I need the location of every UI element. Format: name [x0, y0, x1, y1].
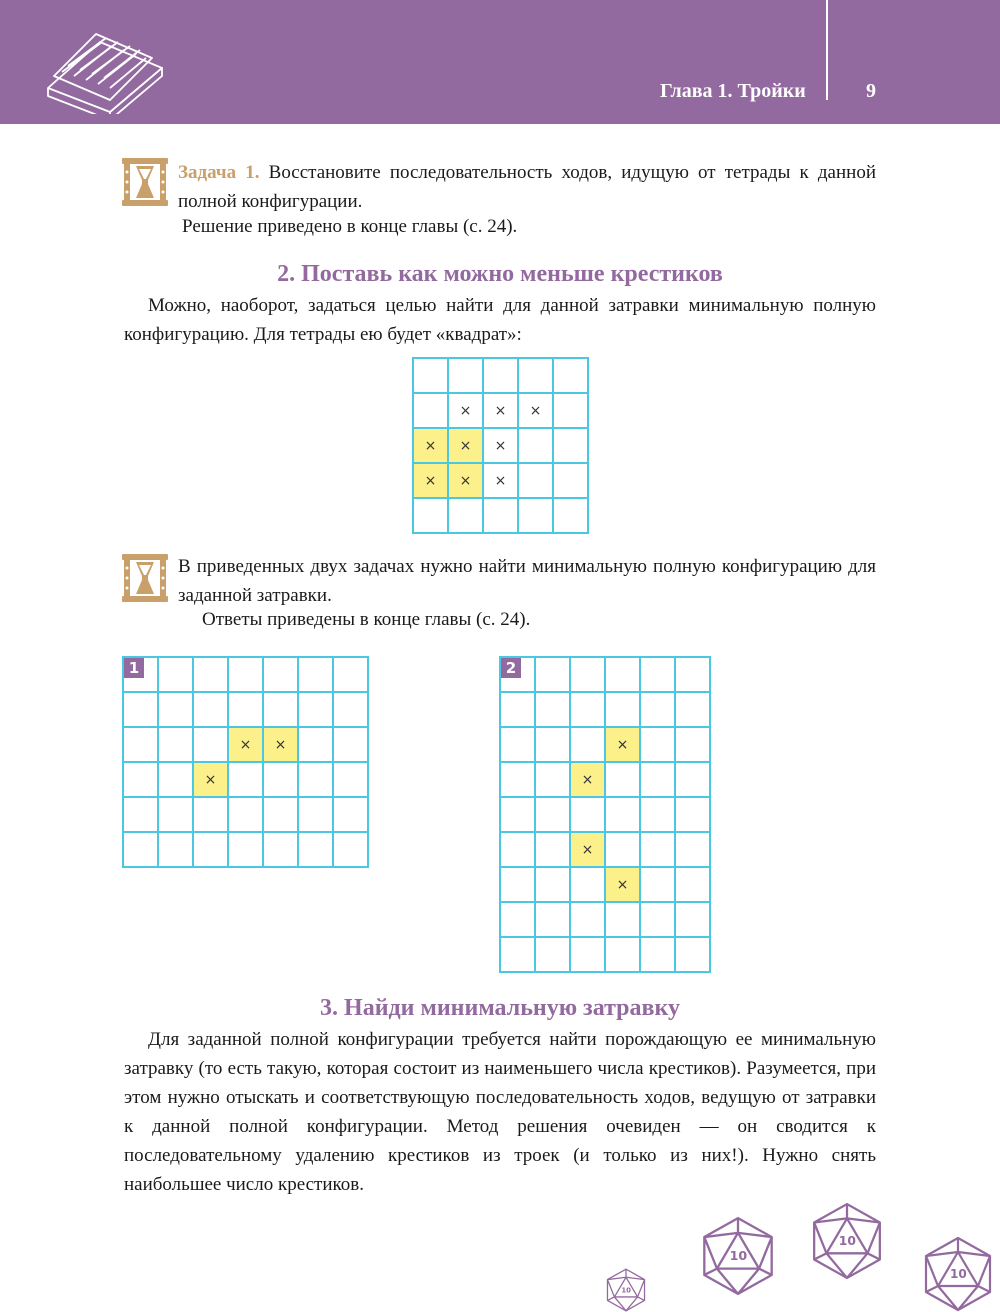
grid-cell — [518, 463, 553, 498]
grid-cell — [535, 762, 570, 797]
grid-cell — [570, 797, 605, 832]
grid-cell — [158, 727, 193, 762]
task-1-text: Восстановите последовательность ходов, идущую от тетрады к данной полной конфигурации. — [178, 162, 876, 212]
grid-cell — [675, 727, 710, 762]
grid-cell — [640, 797, 675, 832]
grid-cell — [448, 358, 483, 393]
grid-row — [123, 762, 368, 797]
section-2-intro: Можно, наоборот, задаться целью найти для данной затравки минимальную полную конфигурацию. Для тетрады ею будет «квадрат»: — [124, 295, 876, 345]
hourglass-icon — [122, 554, 168, 602]
grid-cell — [535, 727, 570, 762]
grid-cell — [605, 762, 640, 797]
grid-cell — [298, 657, 333, 692]
grid-row — [500, 657, 710, 692]
header-divider — [826, 0, 828, 100]
grid-cell — [448, 498, 483, 533]
grid-row — [123, 657, 368, 692]
grid-row — [123, 832, 368, 867]
grid-cell — [228, 657, 263, 692]
grid-row — [500, 797, 710, 832]
grid-cell — [500, 937, 535, 972]
grid-cell — [570, 692, 605, 727]
grid-row — [413, 428, 588, 463]
page-number: 9 — [866, 80, 876, 102]
grid-cell-cross: × — [518, 393, 553, 428]
grid-cell — [333, 692, 368, 727]
grid-cell — [605, 657, 640, 692]
grid-cell — [228, 762, 263, 797]
grid-cell — [263, 832, 298, 867]
grid-cell-cross: × — [570, 762, 605, 797]
grid-cell — [640, 937, 675, 972]
grid-cell — [518, 428, 553, 463]
grid-cell — [640, 657, 675, 692]
grid-cell-cross: × — [448, 428, 483, 463]
grid-cell-cross: × — [570, 832, 605, 867]
svg-text:10: 10 — [621, 1286, 632, 1295]
grid-cell — [500, 762, 535, 797]
grid-cell — [675, 937, 710, 972]
grid-row — [123, 692, 368, 727]
grid-cell — [675, 832, 710, 867]
grid-cell — [158, 692, 193, 727]
grid-cell — [228, 692, 263, 727]
grid-cell — [605, 937, 640, 972]
grid-cell — [413, 393, 448, 428]
grid-cell — [675, 692, 710, 727]
grid-cell — [605, 692, 640, 727]
grid-cell — [553, 358, 588, 393]
grid-cell-cross: × — [605, 867, 640, 902]
grid-cell — [193, 797, 228, 832]
puzzle-number-badge: 1 — [124, 658, 144, 678]
grid-cell — [500, 832, 535, 867]
grid-row — [500, 762, 710, 797]
grid-cell — [193, 832, 228, 867]
grid-cell — [553, 428, 588, 463]
grid-cell-cross: × — [193, 762, 228, 797]
chapter-title: Глава 1. Тройки — [660, 80, 806, 102]
grid-cell — [158, 657, 193, 692]
grid-cell — [193, 692, 228, 727]
svg-text:10: 10 — [838, 1234, 856, 1249]
grid-cell — [535, 797, 570, 832]
grid-cell — [123, 692, 158, 727]
grid-cell — [640, 867, 675, 902]
grid-cell — [640, 902, 675, 937]
grid-cell-cross: × — [483, 428, 518, 463]
grid-cell — [535, 937, 570, 972]
grid-cell — [333, 657, 368, 692]
grid-cell-cross: × — [483, 393, 518, 428]
grid-cell-cross: × — [483, 463, 518, 498]
grid-cell — [675, 902, 710, 937]
grid-cell — [535, 902, 570, 937]
grid-cell — [605, 902, 640, 937]
grid-row — [500, 902, 710, 937]
dice-icon — [588, 1268, 664, 1312]
grid-row — [413, 463, 588, 498]
grid-cell — [263, 657, 298, 692]
grid-cell-cross: × — [605, 727, 640, 762]
grid-cell-cross: × — [413, 463, 448, 498]
grid-cell-cross: × — [228, 727, 263, 762]
grid-cell — [333, 797, 368, 832]
grid-cell — [518, 498, 553, 533]
grid-cell — [640, 727, 675, 762]
grid-cell — [193, 657, 228, 692]
grid-cell — [570, 937, 605, 972]
grid-cell — [123, 797, 158, 832]
grid-cell — [333, 762, 368, 797]
puzzle-2-grid — [499, 656, 711, 973]
backgammon-box-icon — [40, 14, 170, 114]
grid-row — [413, 498, 588, 533]
grid-row — [500, 832, 710, 867]
task-1-label: Задача 1. — [178, 162, 260, 183]
grid-cell — [333, 832, 368, 867]
grid-cell — [123, 657, 158, 692]
grid-cell — [553, 393, 588, 428]
grid-cell — [158, 762, 193, 797]
grid-cell — [298, 762, 333, 797]
grid-cell — [123, 762, 158, 797]
grid-cell — [500, 867, 535, 902]
grid-cell — [123, 832, 158, 867]
dice-icon — [920, 1236, 996, 1312]
grid-row — [500, 692, 710, 727]
grid-cell — [158, 797, 193, 832]
grid-cell — [675, 867, 710, 902]
grid-cell — [298, 692, 333, 727]
svg-text:10: 10 — [729, 1248, 748, 1264]
hourglass-icon — [122, 158, 168, 206]
grid-cell — [298, 797, 333, 832]
grid-row — [500, 867, 710, 902]
grid-cell — [228, 797, 263, 832]
grid-cell — [228, 832, 263, 867]
grid-cell — [640, 832, 675, 867]
grid-cell — [483, 358, 518, 393]
grid-cell — [570, 902, 605, 937]
task-1-statement — [178, 158, 876, 216]
section-3-title: 3. Найди минимальную затравку — [320, 995, 680, 1021]
puzzle-1-grid — [122, 656, 369, 868]
tasks-2-3-answers-note: Ответы приведены в конце главы (с. 24). — [202, 609, 531, 630]
grid-cell — [605, 797, 640, 832]
grid-cell — [535, 657, 570, 692]
svg-text:10: 10 — [950, 1267, 967, 1281]
grid-cell — [535, 832, 570, 867]
grid-row — [413, 393, 588, 428]
grid-cell — [298, 727, 333, 762]
grid-row — [123, 797, 368, 832]
grid-cell — [570, 727, 605, 762]
task-1-solution-note: Решение приведено в конце главы (с. 24). — [182, 216, 518, 237]
grid-row — [123, 727, 368, 762]
grid-cell — [263, 797, 298, 832]
grid-cell-cross: × — [263, 727, 298, 762]
grid-cell — [500, 692, 535, 727]
dice-icon — [808, 1200, 886, 1282]
grid-cell — [500, 657, 535, 692]
dice-icon — [698, 1214, 778, 1298]
grid-cell — [518, 358, 553, 393]
grid-cell — [675, 762, 710, 797]
grid-cell — [675, 657, 710, 692]
grid-cell — [158, 832, 193, 867]
grid-cell — [570, 657, 605, 692]
grid-cell-cross: × — [448, 393, 483, 428]
grid-cell — [535, 867, 570, 902]
grid-cell — [640, 762, 675, 797]
grid-row — [413, 358, 588, 393]
grid-cell — [553, 498, 588, 533]
grid-cell — [570, 867, 605, 902]
grid-cell — [500, 797, 535, 832]
grid-cell-cross: × — [448, 463, 483, 498]
grid-cell — [333, 727, 368, 762]
grid-cell — [500, 727, 535, 762]
grid-cell — [500, 902, 535, 937]
grid-cell — [605, 832, 640, 867]
grid-cell — [535, 692, 570, 727]
grid-cell — [413, 498, 448, 533]
grid-row — [500, 727, 710, 762]
grid-cell — [483, 498, 518, 533]
grid-cell — [640, 692, 675, 727]
grid-cell — [413, 358, 448, 393]
puzzle-number-badge: 2 — [501, 658, 521, 678]
section-2-title: 2. Поставь как можно меньше крестиков — [277, 261, 723, 287]
grid-cell — [193, 727, 228, 762]
grid-cell — [298, 832, 333, 867]
grid-cell-cross: × — [413, 428, 448, 463]
tasks-2-3-statement: В приведенных двух задачах нужно найти минимальную полную конфигурацию для заданной затравки. — [178, 556, 876, 606]
grid-row — [500, 937, 710, 972]
tetrad-square-grid — [412, 357, 589, 534]
grid-cell — [123, 727, 158, 762]
grid-cell — [263, 692, 298, 727]
grid-cell — [553, 463, 588, 498]
section-3-text: Для заданной полной конфигурации требуется найти порождающую ее минимальную затравку (то есть такую, которая состоит из наименьшего числа крестиков). Разумеется, при этом нужно отыскать и соответствующую последовательность ходов, ведущую от затравки к данной полной конфигурации. Метод решения очевиден — он сводится к последовательному удалению крестиков из троек (и только из них!). Нужно снять наибольшее число крестиков. — [124, 1029, 876, 1195]
grid-cell — [675, 797, 710, 832]
grid-cell — [263, 762, 298, 797]
